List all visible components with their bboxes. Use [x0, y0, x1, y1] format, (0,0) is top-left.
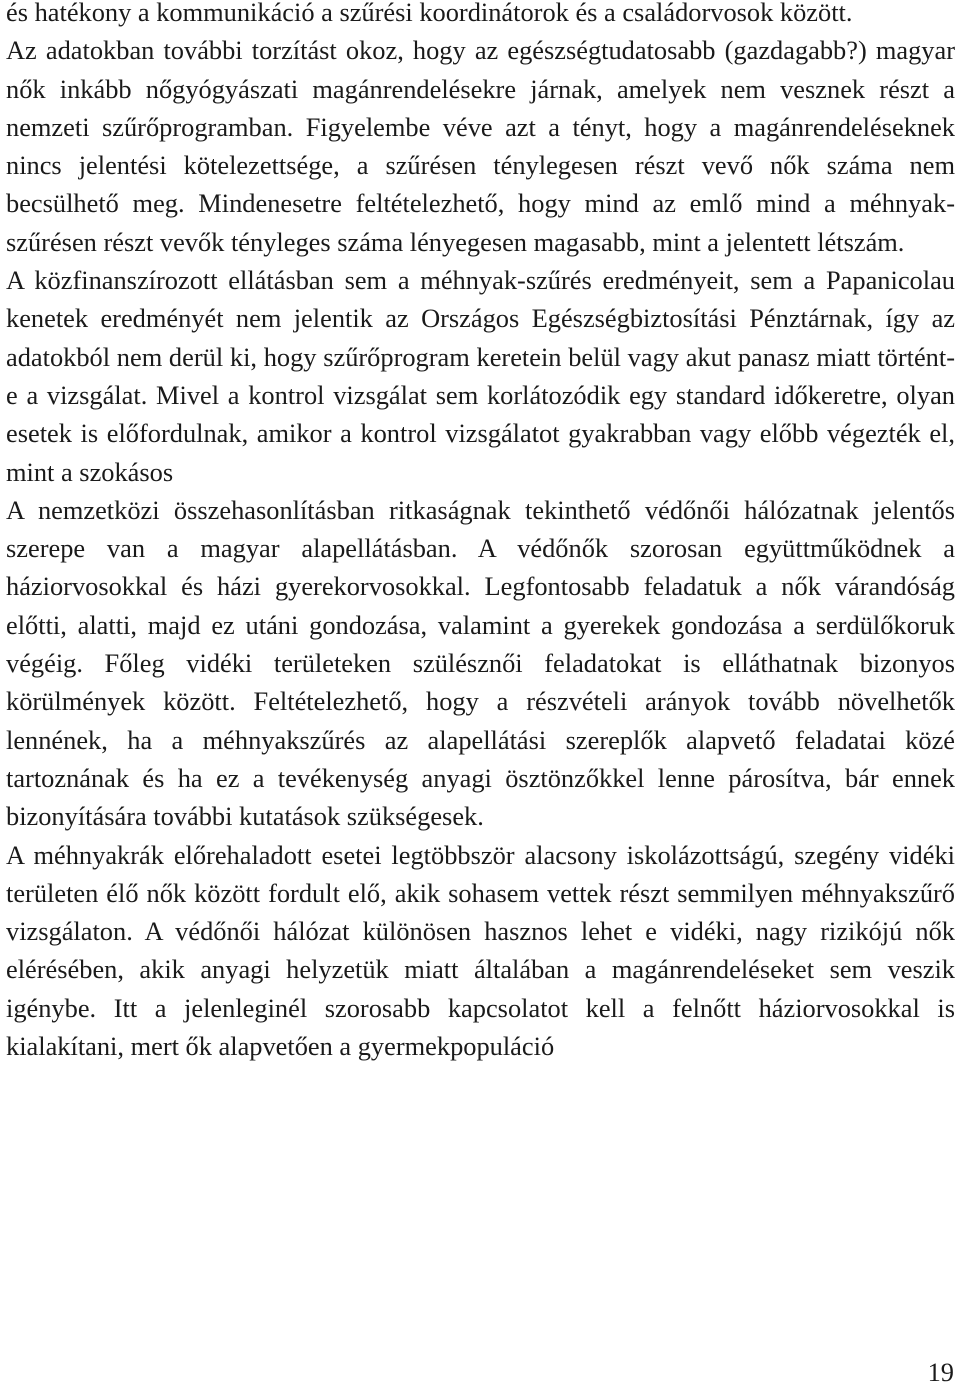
paragraph: A méhnyakrák előrehaladott esetei legtöbbször alacsony iskolázottságú, szegény vidéki területen élő nők között fordult elő, akik sohasem vettek részt semmilyen méhnyakszűrő vizsgálaton. A védőnői hálózat különösen hasznos lehet e vidéki, nagy rizikójú nők elérésében, akik anyagi helyzetük miatt általában a magánrendeléseket sem veszik igénybe. Itt a jelenleginél szorosabb kapcsolatot kell a felnőtt háziorvosokkal is kialakítani, mert ők alapvetően a gyermekpopuláció [6, 839, 955, 1062]
paragraph: és hatékony a kommunikáció a szűrési koordinátorok és a családorvosok között. [6, 0, 853, 27]
paragraph: A közfinanszírozott ellátásban sem a méhnyak-szűrés eredményeit, sem a Papanicolau kenetek eredményét nem jelentik az Országos Egészségbiztosítási Pénztárnak, így az adatokból nem derül ki, hogy szűrőprogram keretein belül vagy akut panasz miatt történt-e a vizsgálat. Mivel a kontrol vizsgálat sem korlátozódik egy standard időkeretre, olyan esetek is előfordulnak, amikor a kontrol vizsgálatot gyakrabban vagy előbb végezték el, mint a szokásos [6, 265, 955, 487]
paragraph: Az adatokban további torzítást okoz, hogy az egészségtudatosabb (gazdagabb?) magyar nők inkább nőgyógyászati magánrendelésekre járnak, amelyek nem vesznek részt a nemzeti szűrőprogramban. Figyelembe véve azt a tényt, hogy a magánrendeléseknek nincs jelentési kötelezettsége, a szűrésen ténylegesen részt vevő nők száma nem becsülhető meg. Mindenesetre feltételezhető, hogy mind az emlő mind a méhnyak-szűrésen részt vevők tényleges száma lényegesen magasabb, mint a jelentett létszám. [6, 35, 955, 257]
page-number: 19 [927, 1357, 954, 1387]
document-body [6, 0, 955, 1065]
paragraph: A nemzetközi összehasonlításban ritkaságnak tekinthető védőnői hálózatnak jelentős szerepe van a magyar alapellátásban. A védőnők szorosan együttműködnek a háziorvosokkal és házi gyerekorvosokkal. Legfontosabb feladatuk a nők várandóság előtti, alatti, majd ez utáni gondozása, valamint a gyerekek gondozása a serdülőkoruk végéig. Főleg vidéki területeken szülésznői feladatokat is elláthatnak bizonyos körülmények között. Feltételezhető, hogy a részvételi arányok tovább növelhetők lennének, ha a méhnyakszűrés az alapellátási szereplők alapvető feladatai közé tartoznának és ha ez a tevékenység anyagi ösztönzőkkel lenne párosítva, bár ennek bizonyítására további kutatások szükségesek. [6, 494, 955, 832]
